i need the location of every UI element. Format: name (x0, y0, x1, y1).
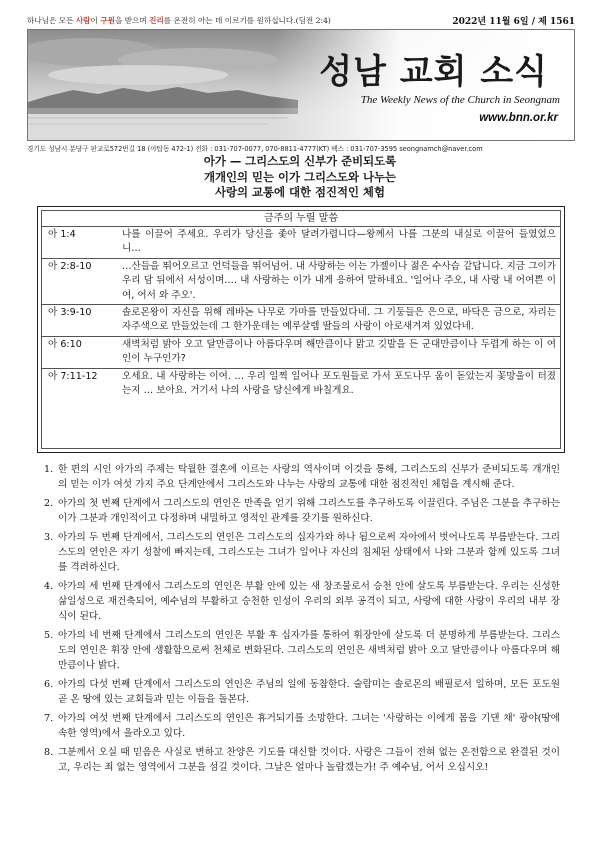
point-text: 아가의 첫 번째 단계에서 그리스도의 연인은 만족을 얻기 위해 그리스도를 추구하도록 이끌린다. 주님은 그분을 추구하는 이가 그분과 개인적이고 다정하며 내밀하고 영적인 관계를 갖기를 원하신다. (58, 498, 560, 524)
verse-ref: 아 7:11-12 (48, 370, 98, 382)
point-number: 7. (44, 713, 54, 724)
point-number: 8. (44, 747, 54, 758)
verse-keyword-truth: 진리 (149, 15, 164, 25)
issue-date: 2022년 11월 6일 / 제 1561 (452, 16, 575, 27)
verse-text: …산들을 뛰어오르고 언덕들을 뛰어넘어. 내 사랑하는 이는 가젤이나 젊은 수사슴 같답니다. 지금 그이가 우리 담 뒤에서 서성이며…. 내 사랑하는 이가 내게 응하여 말하네요. '일어나 주오, 내 사랑 내 어여쁜 이여, 어서 와 주오'. (122, 260, 556, 301)
point-number: 4. (44, 581, 54, 592)
point-text: 아가의 두 번째 단계에서, 그리스도의 연인은 그리스도의 십자가와 하나 됨으로써 자아에서 벗어나도록 부름받는다. 그리스도의 연인은 자기 성찰에 빠지는데, 그리스도는 그녀가 일어나 자신의 침체된 상태에서 나와 그분과 함께 있도록 그녀를 격려하신다. (58, 532, 560, 573)
masthead-banner (27, 29, 575, 141)
point-text: 아가의 다섯 번째 단계에서 그리스도의 연인은 주님의 일에 동참한다. 술람미는 솔로몬의 배필로서 일하며, 모든 포도원 곧 온 땅에 있는 교회들과 믿는 이들을 돌본다. (58, 679, 560, 705)
list-item (44, 496, 560, 526)
list-item (44, 628, 560, 673)
list-item (44, 462, 560, 492)
point-number: 3. (44, 532, 54, 543)
article-titles (0, 154, 600, 201)
point-text: 한 편의 시인 아가의 주제는 탁월한 결혼에 이르는 사랑의 역사이며 이것을 통해, 그리스도의 신부가 준비되도록 개개인의 믿는 이가 여섯 가지 주요 단계안에서 그리스도와 나누는 사랑의 교통에 대한 점진적인 체험을 계시해 준다. (58, 464, 560, 490)
verse-text: 나를 이끌어 주세요. 우리가 당신을 좇아 달려가렵니다—왕께서 나를 그분의 내실로 이끌어 들였었으니… (122, 229, 556, 255)
point-text: 그분께서 오실 때 믿음은 사실로 변하고 찬양은 기도를 대신할 것이다. 사랑은 그들이 전혀 없는 온전함으로 완결된 것이고, 우리는 죄 없는 영역에서 그분을 섬길 것이다. 그날은 얼마나 놀랍겠는가! 주 예수님, 어서 오십시오! (58, 747, 560, 773)
verse-text: 새벽처럼 밝아 오고 달만큼이나 아름다우며 해만큼이나 맑고 깃발을 든 군대만큼이나 두렵게 하는 이 여인이 누구인가? (122, 338, 556, 365)
verse-ref: 아 1:4 (48, 229, 76, 240)
title-line-3: 사랑의 교통에 대한 점진적인 체험 (215, 185, 385, 199)
point-number: 6. (44, 679, 54, 690)
masthead-subtitle: The Weekly News of the Church in Seongnam (360, 94, 560, 106)
title-line-1: 아가 — 그리스도의 신부가 준비되도록 (203, 154, 397, 168)
website-link[interactable]: www.bnn.or.kr (479, 112, 558, 124)
list-item (44, 711, 560, 741)
point-text: 아가의 네 번째 단계에서 그리스도의 연인은 부활 후 십자가를 통하여 휘장안에 살도록 더 분명하게 부름받는다. 그리스도의 연인은 휘장 안에 생활함으로써 천체로 변화된다. 그리스도의 연인은 새벽처럼 밝아 오고 달만큼이나 아름다우며 해만큼이나 밝다. (58, 630, 560, 671)
top-line (27, 13, 575, 27)
verse-row (42, 337, 560, 369)
verse-row (42, 259, 560, 305)
list-item (44, 677, 560, 707)
verse-text: 솔로몬왕이 자신을 위해 레바논 나무로 가마를 만들었다네. 그 기둥들은 은으로, 바닥은 금으로, 자리는 자주색으로 만들었는데 그 한가운데는 예루살렘 딸들의 사랑이 아로새겨져 있었다네. (122, 307, 556, 333)
list-item (44, 579, 560, 624)
verse-keyword-people: 사람 (75, 15, 91, 25)
verse-ref: 아 2:8-10 (48, 260, 92, 272)
masthead-title: 성남 교회 소식 (319, 52, 548, 92)
point-text: 아가의 세 번째 단계에서 그리스도의 연인은 부활 안에 있는 새 창조물로서 승천 안에 살도록 부름받는다. 우리는 신성한 삶일성으로 재건축되어, 예수님의 부활하고 승천한 인성이 우리의 외부 공격이 되고, 사랑에 대한 사랑이 우리의 내부 장식이 된다. (58, 581, 560, 622)
point-text: 아가의 여섯 번째 단계에서 그리스도의 연인은 휴거되기를 소망한다. 그녀는 '사랑하는 이에게 몸을 기댄 채' 광야(땅에 속한 영역)에서 올라오고 있다. (58, 713, 560, 739)
weekly-verses-box (37, 206, 565, 453)
verse-row (42, 369, 560, 400)
verse-ref: 아 3:9-10 (48, 307, 92, 319)
header-verse: 하나님은 모든 사람이 구원을 받으며 진리를 온전히 아는 데 이르기를 원하십니다.(딤전 2:4) (27, 15, 331, 25)
contact-info: 경기도 성남시 분당구 판교로572번길 18 (야탑동 472-1) 전화 : 031-707-0077, 070-8811-4777(KT) 팩스 : 031-707-3595 seongnamch@naver.com (27, 145, 483, 153)
verse-row (42, 227, 560, 259)
point-number: 2. (44, 498, 54, 509)
title-line-2: 개개인의 믿는 이가 그리스도와 나누는 (204, 169, 396, 184)
verse-row (42, 305, 560, 337)
points-list (44, 462, 560, 779)
verse-text: 오세요. 내 사랑하는 이여. … 우리 일찍 일어나 포도원들로 가서 포도나무 움이 돋았는지 꽃망울이 터졌는지 … 보아요. 거기서 나의 사랑을 당신에게 바칠게요. (122, 370, 556, 397)
list-item (44, 530, 560, 575)
list-item (44, 745, 560, 775)
point-number: 5. (44, 630, 54, 641)
verse-keyword-salvation: 구원 (100, 15, 115, 25)
verse-ref: 아 6:10 (48, 338, 82, 350)
point-number: 1. (44, 464, 54, 475)
verses-box-title: 금주의 누릴 말씀 (42, 211, 560, 227)
